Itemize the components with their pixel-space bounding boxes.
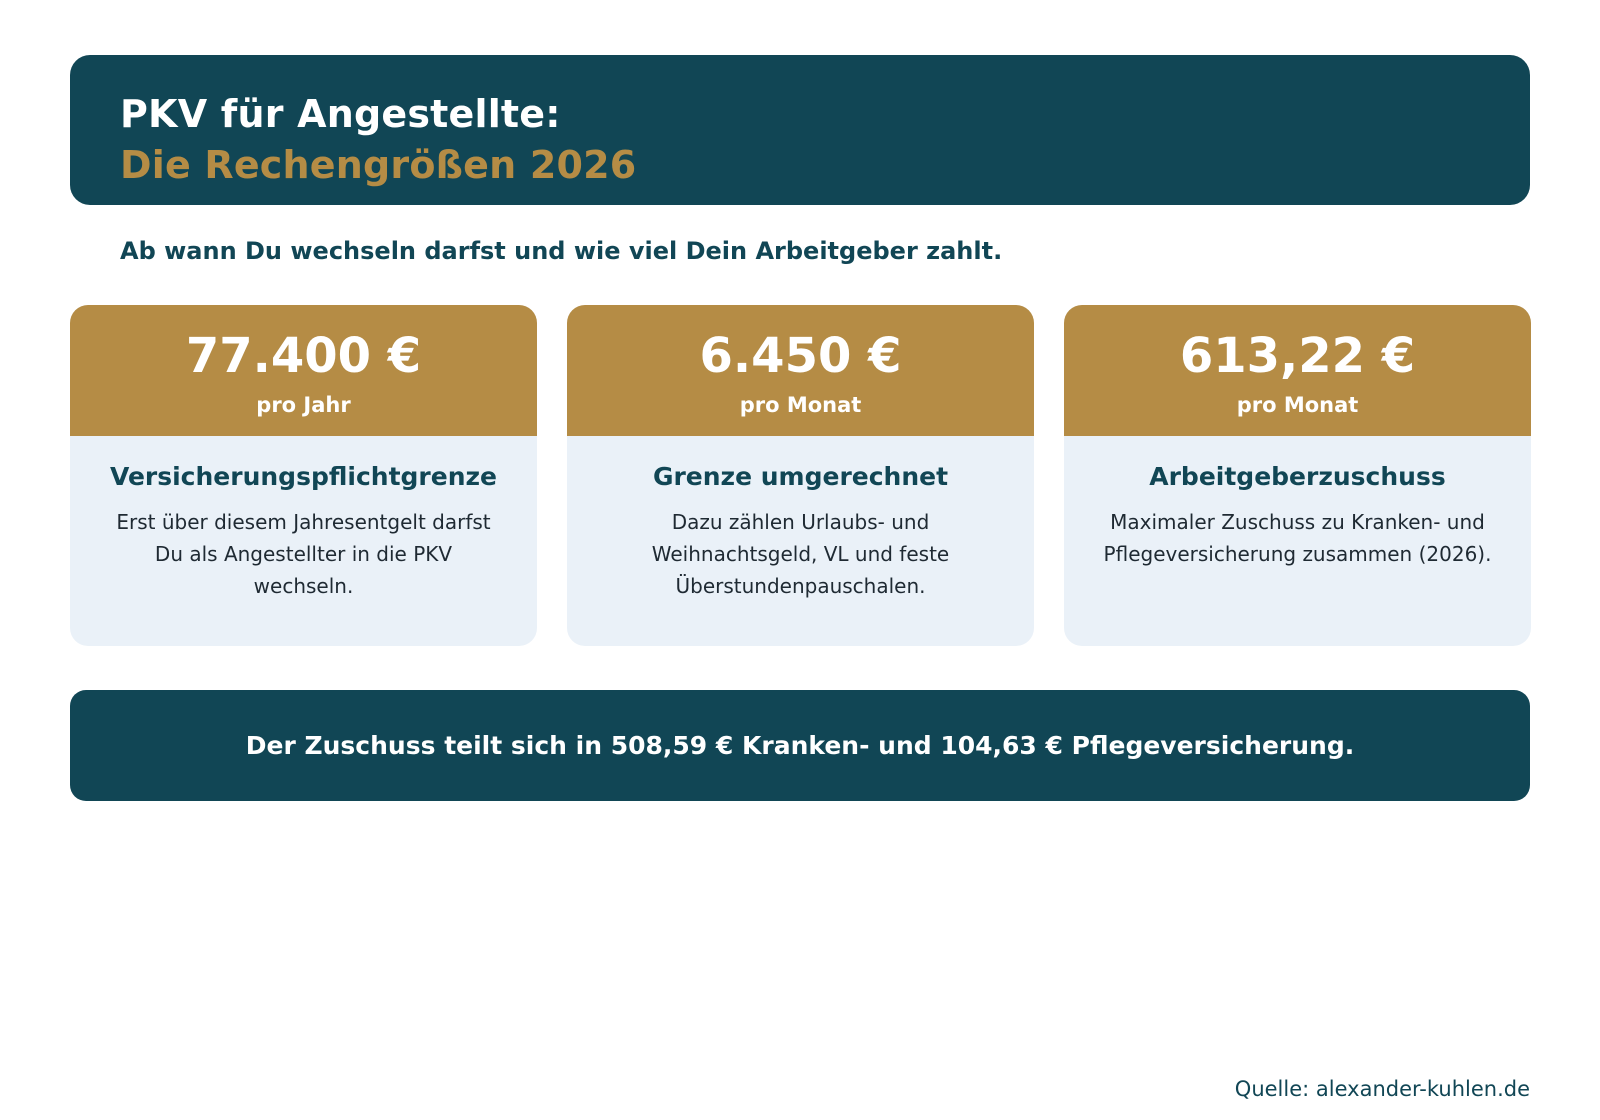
card-period: pro Jahr — [256, 393, 351, 417]
source-credit: Quelle: alexander-kuhlen.de — [1234, 1077, 1530, 1101]
card-description: Maximaler Zuschuss zu Kranken- und Pflegeversicherung zusammen (2026). — [1103, 510, 1492, 566]
card-value-panel — [70, 305, 537, 436]
header-banner — [70, 55, 1530, 205]
card-heading: Grenze umgerechnet — [652, 462, 949, 491]
page-title: PKV für Angestellte: — [120, 92, 561, 136]
card-description: Erst über diesem Jahresentgelt darfst Du als Angestellter in die PKV wechseln. — [116, 510, 491, 598]
card-amount: 77.400 € — [185, 328, 422, 384]
card-amount: 613,22 € — [1179, 328, 1416, 384]
card-value-panel — [567, 305, 1034, 436]
card-heading: Arbeitgeberzuschuss — [1149, 462, 1446, 491]
card-description: Dazu zählen Urlaubs- und Weihnachtsgeld, VL und feste Überstundenpauschalen. — [651, 510, 950, 598]
card-value-panel — [1064, 305, 1531, 436]
summary-banner — [70, 690, 1530, 801]
info-card-versicherungspflichtgrenze — [70, 305, 537, 646]
card-amount: 6.450 € — [699, 328, 902, 384]
page-title-highlight: Die Rechengrößen 2026 — [120, 143, 637, 187]
card-body — [1064, 436, 1531, 570]
page-subtitle: Ab wann Du wechseln darfst und wie viel Dein Arbeitgeber zahlt. — [120, 237, 1003, 265]
card-body — [567, 436, 1034, 602]
card-period: pro Monat — [739, 393, 862, 417]
info-card-arbeitgeberzuschuss — [1064, 305, 1531, 646]
card-body — [70, 436, 537, 602]
card-period: pro Monat — [1236, 393, 1359, 417]
card-heading: Versicherungspflichtgrenze — [109, 462, 498, 491]
summary-text: Der Zuschuss teilt sich in 508,59 € Kranken- und 104,63 € Pflegeversicherung. — [245, 730, 1355, 760]
info-card-grenze-umgerechnet — [567, 305, 1034, 646]
